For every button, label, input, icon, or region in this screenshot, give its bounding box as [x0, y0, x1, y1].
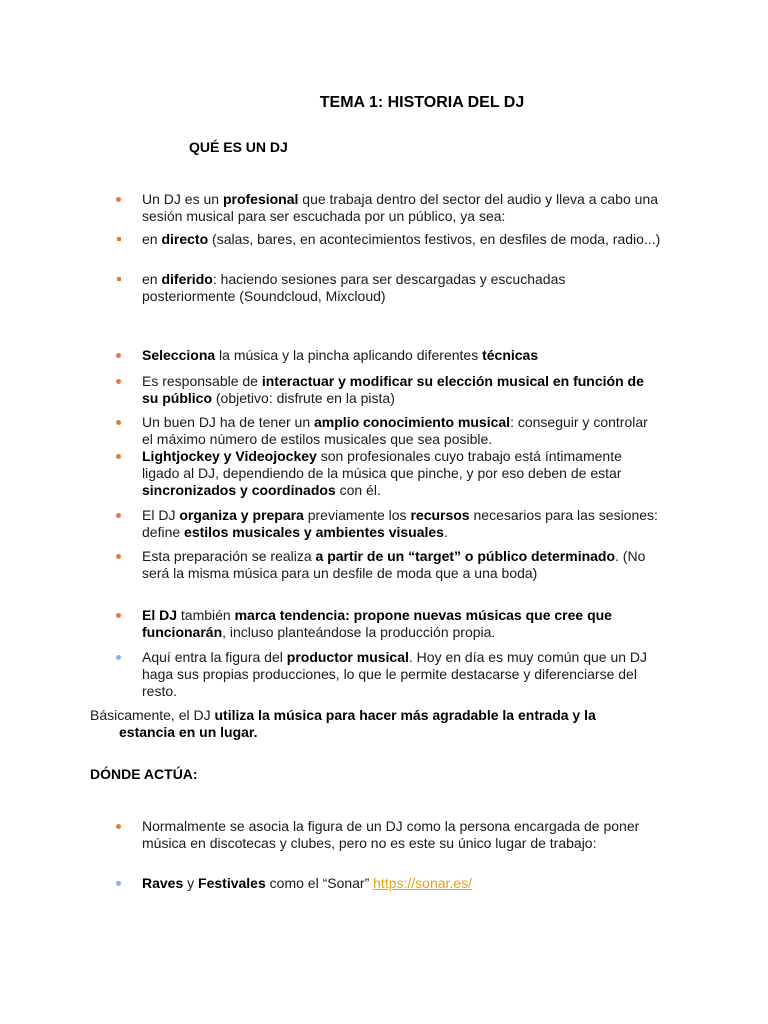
- section-subtitle: QUÉ ES UN DJ: [189, 139, 288, 155]
- list-item: en directo (salas, bares, en acontecimientos festivos, en desfiles de moda, radio...): [142, 231, 662, 248]
- list-item: Un DJ es un profesional que trabaja dentro del sector del audio y lleva a cabo una sesión musical para ser escuchada por un público, ya sea:: [142, 191, 662, 225]
- list-item: Aquí entra la figura del productor musical. Hoy en día es muy común que un DJ haga sus propias producciones, lo que le permite destacarse y diferenciarse del resto.: [142, 649, 662, 700]
- section-heading: DÓNDE ACTÚA:: [90, 766, 198, 782]
- bullet-icon: [116, 454, 121, 459]
- list-item: Lightjockey y Videojockey son profesionales cuyo trabajo está íntimamente ligado al DJ, dependiendo de la música que pinche, y por eso deben de estar sincronizados y coordinados con él.: [142, 448, 662, 499]
- page-title: TEMA 1: HISTORIA DEL DJ: [319, 94, 525, 111]
- bullet-icon: [116, 554, 121, 559]
- bullet-icon: [116, 353, 121, 358]
- square-bullet-icon: [117, 277, 121, 281]
- summary-paragraph: Básicamente, el DJ utiliza la música para hacer más agradable la entrada y la estancia en un lugar.: [90, 707, 596, 740]
- list-item: Un buen DJ ha de tener un amplio conocimiento musical: conseguir y controlar el máximo número de estilos musicales que sea posible.: [142, 414, 662, 448]
- list-item: El DJ organiza y prepara previamente los recursos necesarios para las sesiones: define estilos musicales y ambientes visuales.: [142, 507, 662, 541]
- bullet-icon: [116, 420, 121, 425]
- bullet-icon: [116, 379, 121, 384]
- list-item: El DJ también marca tendencia: propone nuevas músicas que cree que funcionarán, incluso planteándose la producción propia.: [142, 607, 662, 641]
- bullet-icon: [116, 513, 121, 518]
- bullet-icon: [116, 197, 121, 202]
- list-item: en diferido: haciendo sesiones para ser descargadas y escuchadas posteriormente (Soundcloud, Mixcloud): [142, 271, 662, 305]
- square-bullet-icon: [117, 237, 121, 241]
- bullet-icon: [116, 824, 121, 829]
- list-item: Es responsable de interactuar y modificar su elección musical en función de su público (objetivo: disfrute en la pista): [142, 373, 662, 407]
- list-item: Raves y Festivales como el “Sonar” https://sonar.es/: [142, 875, 662, 892]
- list-item: Selecciona la música y la pincha aplicando diferentes técnicas: [142, 347, 662, 364]
- list-item: Normalmente se asocia la figura de un DJ como la persona encargada de poner música en discotecas y clubes, pero no es este su único lugar de trabajo:: [142, 818, 662, 852]
- bullet-icon: [116, 881, 121, 886]
- bullet-icon: [116, 613, 121, 618]
- list-item: Esta preparación se realiza a partir de un “target” o público determinado. (No será la misma música para un desfile de moda que a una boda): [142, 548, 662, 582]
- bullet-icon: [116, 655, 121, 660]
- sonar-link[interactable]: https://sonar.es/: [373, 875, 472, 891]
